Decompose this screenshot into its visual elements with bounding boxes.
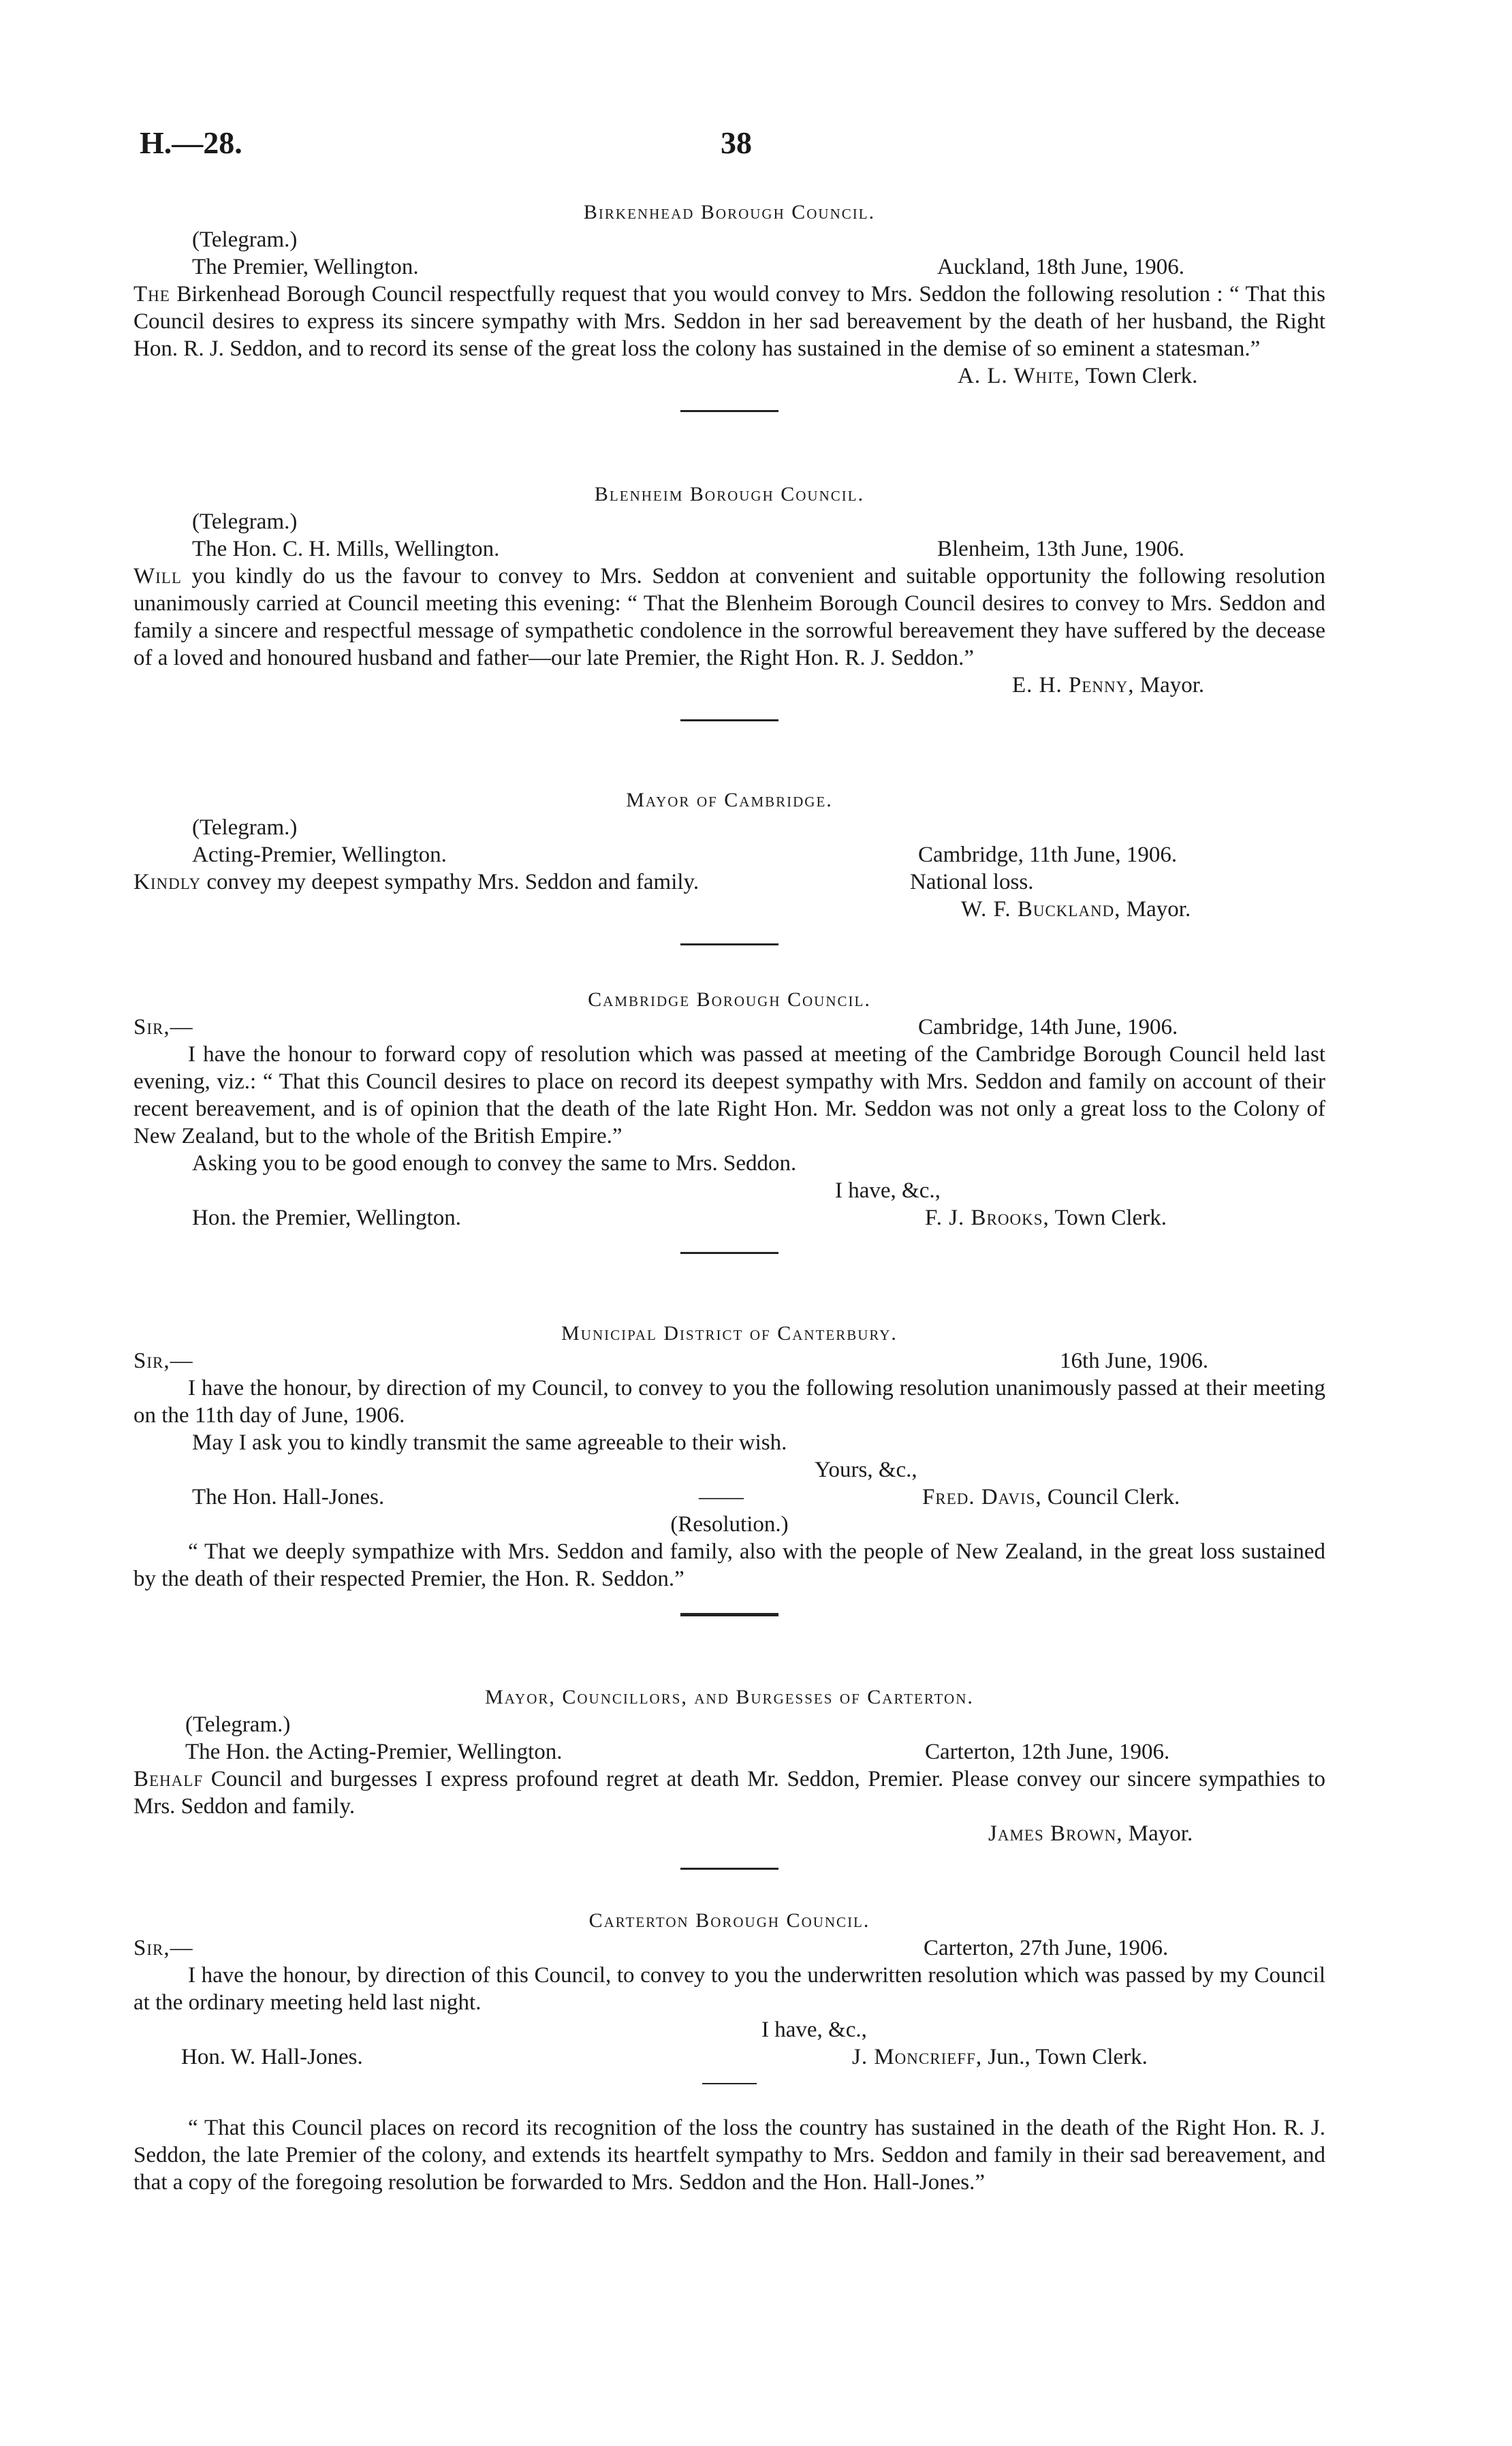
section-mayor-cambridge bbox=[133, 787, 1325, 945]
section-birkenhead bbox=[133, 199, 1325, 412]
place-date: 16th June, 1906. bbox=[1060, 1349, 1209, 1373]
letter-body: I have the honour, by direction of this Council, to convey to you the underwritten resolution which was passed by my Council at the ordinary meeting held last night. bbox=[133, 1963, 1325, 2015]
section-heading: Mayor, Councillors, and Burgesses of Carterton. bbox=[485, 1686, 974, 1708]
resolution-text: “ That this Council places on record its recognition of the loss the country has sustained in the death of the Right Hon. R. J. Seddon, the late Premier of the colony, and extends its heartfelt sympathy to Mrs. Seddon and family in their sad bereavement, and that a copy of the foregoing resolution be forwarded to Mrs. Seddon and the Hon. Hall-Jones.” bbox=[133, 2116, 1325, 2195]
telegram-label: (Telegram.) bbox=[192, 228, 298, 252]
telegram-label: (Telegram.) bbox=[192, 509, 298, 534]
section-heading: Mayor of Cambridge. bbox=[626, 789, 833, 811]
signature: E. H. Penny, Mayor. bbox=[1012, 673, 1205, 697]
addressee: The Hon. C. H. Mills, Wellington. bbox=[192, 537, 500, 561]
telegram-body: Kindly convey my deepest sympathy Mrs. Seddon and family. National loss. bbox=[133, 870, 1034, 894]
telegram-label: (Telegram.) bbox=[192, 815, 298, 840]
section-cambridge-borough bbox=[133, 986, 1325, 1254]
letter-body: I have the honour, by direction of my Council, to convey to you the following resolution unanimously passed at their meeting on the 11th day of June, 1906. bbox=[133, 1376, 1325, 1428]
section-canterbury bbox=[133, 1320, 1325, 1616]
section-heading: Blenheim Borough Council. bbox=[594, 483, 865, 505]
place-date: Cambridge, 14th June, 1906. bbox=[918, 1015, 1178, 1039]
signature: A. L. White, Town Clerk. bbox=[958, 364, 1198, 388]
page-number: 38 bbox=[721, 125, 752, 160]
section-heading: Municipal District of Canterbury. bbox=[561, 1322, 898, 1345]
telegram-label: (Telegram.) bbox=[185, 1712, 291, 1737]
section-divider bbox=[680, 1868, 778, 1870]
section-divider bbox=[680, 1613, 778, 1616]
extra-note: National loss. bbox=[910, 870, 1034, 894]
closing: I have, &c., bbox=[835, 1178, 941, 1203]
addressee: Hon. W. Hall-Jones. bbox=[181, 2045, 363, 2069]
signature: Fred. Davis, Council Clerk. bbox=[922, 1485, 1180, 1509]
letter-body-2: May I ask you to kindly transmit the same agreeable to their wish. bbox=[192, 1430, 787, 1455]
place-date: Cambridge, 11th June, 1906. bbox=[918, 843, 1178, 867]
place-date: Carterton, 27th June, 1906. bbox=[924, 1936, 1169, 1960]
signature: James Brown, Mayor. bbox=[988, 1821, 1193, 1846]
addressee: Hon. the Premier, Wellington. bbox=[192, 1206, 462, 1230]
addressee: The Hon. the Acting-Premier, Wellington. bbox=[185, 1740, 563, 1764]
section-blenheim bbox=[133, 481, 1325, 721]
dash: —— bbox=[699, 1485, 744, 1509]
closing: Yours, &c., bbox=[815, 1458, 917, 1482]
salutation: Sir,— bbox=[133, 1936, 193, 1960]
section-divider bbox=[680, 1252, 778, 1254]
letter-body-2: Asking you to be good enough to convey the same to Mrs. Seddon. bbox=[192, 1151, 797, 1176]
place-date: Blenheim, 13th June, 1906. bbox=[937, 537, 1184, 561]
section-divider bbox=[680, 410, 778, 412]
salutation: Sir,— bbox=[133, 1349, 193, 1373]
place-date: Auckland, 18th June, 1906. bbox=[937, 255, 1184, 279]
telegram-body: Will you kindly do us the favour to convey to Mrs. Seddon at convenient and suitable opportunity the following resolution unanimously carried at Council meeting this evening: “ That the Blenheim Borough Council desires to convey to Mrs. Seddon and family a sincere and respectful message of sympathetic condolence in the sorrowful bereavement they have suffered by the decease of a loved and honoured husband and father—our late Premier, the Right Hon. R. J. Seddon.” bbox=[133, 564, 1325, 670]
section-carterton-borough bbox=[133, 1907, 1325, 2196]
addressee: The Premier, Wellington. bbox=[192, 255, 419, 279]
place-date: Carterton, 12th June, 1906. bbox=[925, 1740, 1170, 1764]
addressee: Acting-Premier, Wellington. bbox=[192, 843, 447, 867]
signature: W. F. Buckland, Mayor. bbox=[961, 897, 1191, 922]
addressee: The Hon. Hall-Jones. bbox=[192, 1485, 385, 1509]
section-heading: Birkenhead Borough Council. bbox=[583, 201, 876, 223]
telegram-body: Behalf Council and burgesses I express profound regret at death Mr. Seddon, Premier. Please convey our sincere sympathies to Mrs. Seddon and family. bbox=[133, 1767, 1326, 1819]
section-divider bbox=[680, 943, 778, 945]
section-heading: Carterton Borough Council. bbox=[588, 1909, 870, 1932]
resolution-divider bbox=[702, 2083, 757, 2084]
resolution-text: “ That we deeply sympathize with Mrs. Seddon and family, also with the people of New Zealand, in the great loss sustained by the death of their respected Premier, the Hon. R. Seddon.” bbox=[133, 1539, 1325, 1591]
closing: I have, &c., bbox=[761, 2018, 867, 2042]
salutation: Sir,— bbox=[133, 1015, 193, 1039]
resolution-label: (Resolution.) bbox=[670, 1512, 789, 1537]
section-heading: Cambridge Borough Council. bbox=[588, 988, 871, 1011]
signature: F. J. Brooks, Town Clerk. bbox=[925, 1206, 1167, 1230]
document-reference: H.—28. bbox=[140, 125, 242, 160]
telegram-body: The Birkenhead Borough Council respectfully request that you would convey to Mrs. Seddon the following resolution : “ That this Council desires to express its sincere sympathy with Mrs. Seddon in her sad bereavement by the death of her husband, the Right Hon. R. J. Seddon, and to record its sense of the great loss the colony has sustained in the demise of so eminent a statesman.” bbox=[133, 282, 1325, 361]
section-divider bbox=[680, 719, 778, 721]
letter-body: I have the honour to forward copy of resolution which was passed at meeting of the Cambridge Borough Council held last evening, viz.: “ That this Council desires to place on record its deepest sympathy with Mrs. Seddon and family on account of their recent bereavement, and is of opinion that the death of the late Right Hon. Mr. Seddon was not only a great loss to the Colony of New Zealand, but to the whole of the British Empire.” bbox=[133, 1042, 1325, 1148]
section-carterton-mayor bbox=[133, 1684, 1325, 1870]
signature: J. Moncrieff, Jun., Town Clerk. bbox=[852, 2045, 1148, 2069]
